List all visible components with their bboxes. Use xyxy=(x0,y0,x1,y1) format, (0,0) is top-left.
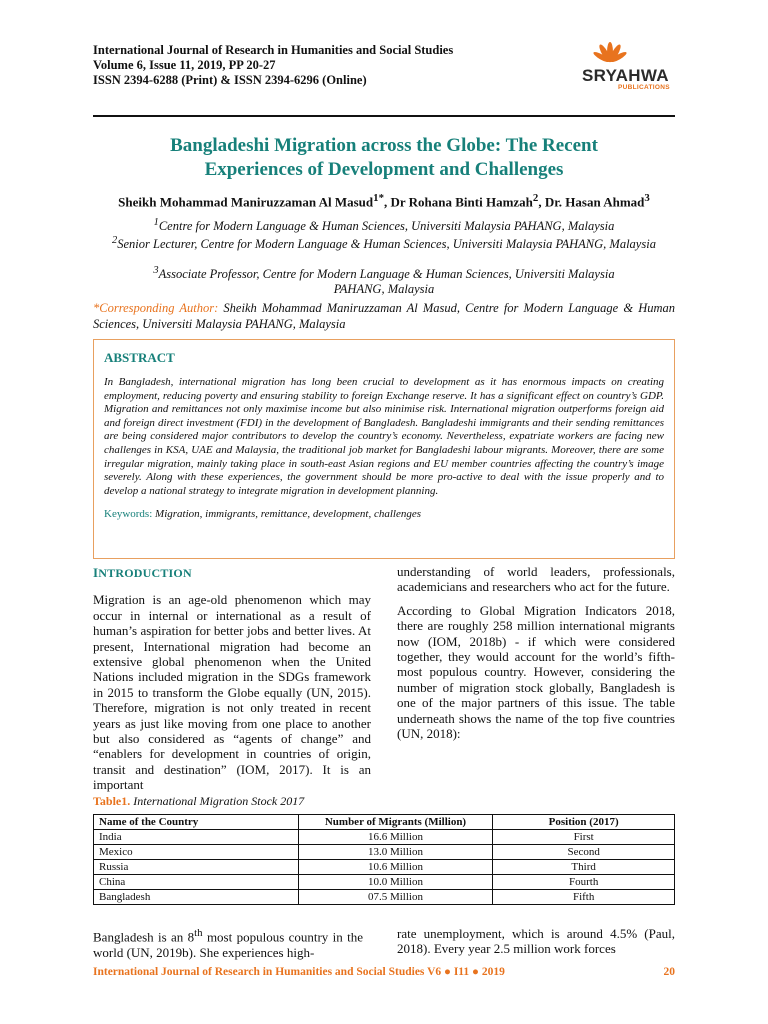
author-name: Dr. Hasan Ahmad xyxy=(544,194,645,210)
table-cell: Fifth xyxy=(493,890,675,905)
intro-paragraph: Migration is an age-old phenomenon which may occur in internal or international as a result of human’s aspiration for better jobs and better lives. At present, International migration had become an extensive global phenomenon when the United Nations included migration in the SDGs framework in 2015 to transform the Globe equally (UN, 2015). Therefore, migration is not only treated in recent years as just like moving from one place to another but also considered as “agents of change” and “enablers for development in countries of origin, transit and destination” (IOM, 2017). It is an important xyxy=(93,592,371,793)
table-cell: Russia xyxy=(94,860,299,875)
table-caption xyxy=(93,794,304,809)
body-paragraph: Bangladesh is an 8th most populous country in the world (UN, 2019b). She experiences high- xyxy=(93,927,363,960)
table-cell: Mexico xyxy=(94,845,299,860)
affiliation-2: $^2$Senior Lecturer, Centre for Modern Language & Human Sciences, Universiti Malaysia PAHANG, Malaysia xyxy=(112,235,656,252)
publisher-logo xyxy=(578,40,678,95)
table-cell: Third xyxy=(493,860,675,875)
intro-paragraph: understanding of world leaders, professionals, academicians and researchers who act for the future. xyxy=(397,564,675,595)
footer-journal: International Journal of Research in Humanities and Social Studies V6 ● I11 ● 2019 xyxy=(93,966,505,978)
paper-title xyxy=(93,134,675,182)
corresponding-text: Sheikh Mohammad Maniruzzaman Al Masud, Centre for Modern Language & Human Sciences, Universiti Malaysia PAHANG, Malaysia xyxy=(93,301,676,331)
table-header-row xyxy=(94,815,675,830)
intro-left-column xyxy=(93,565,371,793)
title-line-1: Bangladeshi Migration across the Globe: The Recent xyxy=(170,135,598,156)
migration-table xyxy=(93,814,675,905)
header-rule xyxy=(93,115,675,117)
table-cell: 10.0 Million xyxy=(298,875,493,890)
journal-name: International Journal of Research in Humanities and Social Studies xyxy=(93,43,454,57)
table-row xyxy=(94,860,675,875)
table-cell: 10.6 Million xyxy=(298,860,493,875)
author-name: Sheikh Mohammad Maniruzzaman Al Masud xyxy=(118,194,374,210)
intro-paragraph: According to Global Migration Indicators 2018, there are roughly 258 million international migrants now (IOM, 2018b) - if which were considered together, they would account for the world’s fifth-most populous country. However, considering the number of migration stock globally, Bangladesh is one of the major partners of this issue. The table underneath shows the name of the top five countries (UN, 2018): xyxy=(397,602,675,742)
table-row xyxy=(94,845,675,860)
volume-line: Volume 6, Issue 11, 2019, PP 20-27 xyxy=(93,58,276,72)
table-header: Position (2017) xyxy=(493,815,675,830)
author-name: Dr Rohana Binti Hamzah xyxy=(390,194,533,210)
corresponding-author xyxy=(93,300,675,332)
keywords-label: Keywords xyxy=(104,508,150,521)
table-cell: Second xyxy=(493,845,675,860)
table-cell: Bangladesh xyxy=(94,890,299,905)
table-row xyxy=(94,875,675,890)
section-heading-introduction: INTRODUCTION xyxy=(93,565,192,580)
table-row xyxy=(94,830,675,845)
journal-header xyxy=(93,43,533,88)
author-superscript: 2 xyxy=(532,192,539,204)
table-cell: First xyxy=(493,830,675,845)
table-cell: Fourth xyxy=(493,875,675,890)
logo-name: SRYAHWA xyxy=(582,66,669,85)
table-header: Name of the Country xyxy=(94,815,299,830)
table-header: Number of Migrants (Million) xyxy=(298,815,493,830)
author-superscript: 3 xyxy=(644,192,650,204)
table-cell: 16.6 Million xyxy=(298,830,493,845)
page-footer xyxy=(93,966,675,978)
keywords-line: Keywords: Migration, immigrants, remittance, development, challenges xyxy=(104,508,422,521)
abstract-heading: ABSTRACT xyxy=(104,350,175,365)
body-left-column xyxy=(93,926,363,960)
table-row xyxy=(94,890,675,905)
table-label: Table1. xyxy=(93,794,131,808)
intro-right-column xyxy=(397,564,675,741)
affiliation-1: $^1$Centre for Modern Language & Human Sciences, Universiti Malaysia PAHANG, Malaysia xyxy=(153,217,615,234)
affiliation-3: $^3$Associate Professor, Centre for Modern Language & Human Sciences, Universiti Malaysia PAHANG, Malaysia xyxy=(153,265,615,297)
keywords-value: Migration, immigrants, remittance, development, challenges xyxy=(155,508,422,521)
title-line-2: Experiences of Development and Challenges xyxy=(204,159,564,180)
corresponding-label: *Corresponding Author: xyxy=(93,301,219,315)
table-cell: 07.5 Million xyxy=(298,890,493,905)
author-separator: , xyxy=(383,194,391,210)
table-cell: China xyxy=(94,875,299,890)
author-list xyxy=(93,192,675,210)
table-cell: 13.0 Million xyxy=(298,845,493,860)
author-separator: , xyxy=(538,194,545,210)
table-title: International Migration Stock 2017 xyxy=(133,794,305,808)
body-paragraph: rate unemployment, which is around 4.5% (Paul, 2018). Every year 2.5 million work forces xyxy=(397,926,675,957)
table-cell: India xyxy=(94,830,299,845)
abstract-box xyxy=(93,339,675,559)
abstract-text: In Bangladesh, international migration has long been crucial to development as it has enormous impacts on creating employment, reducing poverty and ensuring stability to foreign Exchange reserve. It has a significant effect on country’s GDP. Migration and remittances not only maximise income but also minimise risk. International migration outperforms foreign aid and foreign direct investment (FDI) in the development of Bangladesh. Bangladeshi immigrants and their sending remittances are being considered major contributors to develop the country’s economy. Nevertheless, expatriate workers are facing new challenges in KSA, UAE and Malaysia, the traditional job market for Bangladeshi labour migrants. Moreover, there are some irregular migration, mainly taking place in south-east Asian regions and EU member countries affecting the country’s image severely. Along with these experiences, the government should be more pro-active to deal with the issue properly and to develop a national strategy to integrate migration in development planning. xyxy=(104,376,664,497)
page-number: 20 xyxy=(663,966,675,978)
logo-subtitle: PUBLICATIONS xyxy=(618,84,670,91)
issn-line: ISSN 2394-6288 (Print) & ISSN 2394-6296 (Online) xyxy=(93,73,367,87)
author-superscript: 1* xyxy=(373,192,384,204)
body-right-column xyxy=(397,926,675,957)
